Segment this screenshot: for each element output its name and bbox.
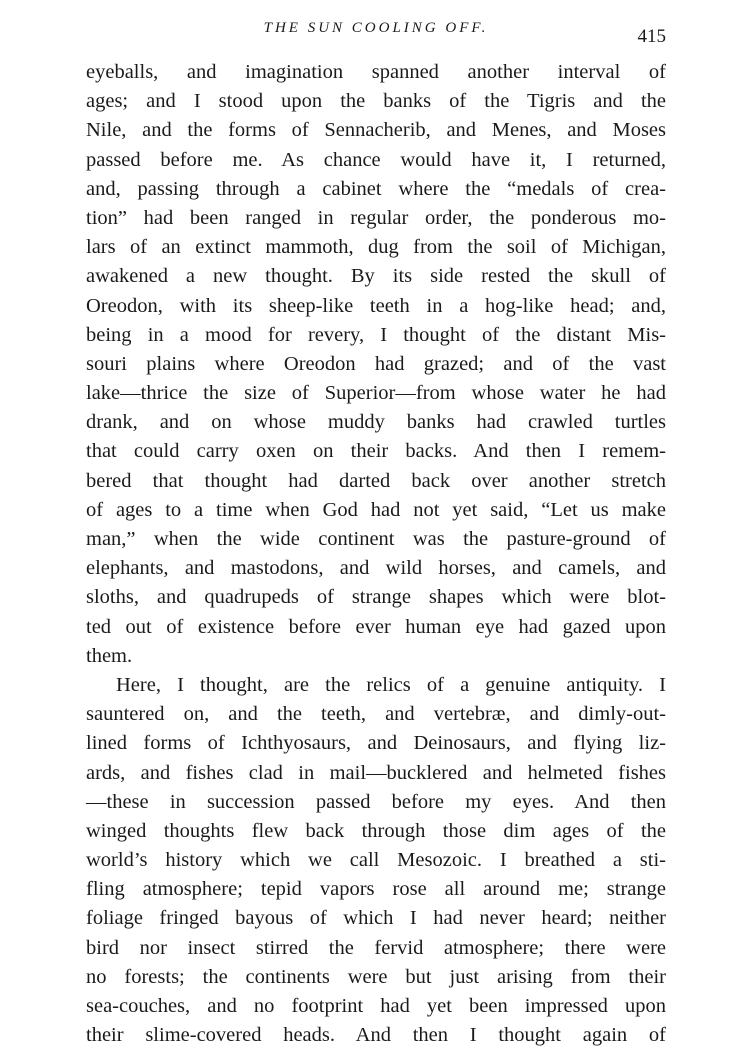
text-line: man,” when the wide continent was the pasture-ground of xyxy=(86,528,666,550)
text-line: awakened a new thought. By its side rested the skull of xyxy=(86,265,666,288)
text-line: no forests; the continents were but just arising from their xyxy=(86,965,666,988)
text-line: being in a mood for revery, I thought of the distant Mis- xyxy=(86,323,666,346)
text-line: —these in succession passed before my eyes. And then xyxy=(86,790,666,813)
text-line: sea-couches, and no footprint had yet been impressed upon xyxy=(86,995,666,1017)
text-line: elephants, and mastodons, and wild horses, and camels, and xyxy=(86,557,666,580)
text-line: ards, and fishes clad in mail—bucklered and helmeted fishes xyxy=(86,761,666,784)
page-number: 415 xyxy=(637,26,666,47)
text-line: fling atmosphere; tepid vapors rose all around me; strange xyxy=(86,878,666,901)
text-line: ted out of existence before ever human eye had gazed upon xyxy=(86,615,666,638)
text-line: drank, and on whose muddy banks had crawled turtles xyxy=(86,411,666,434)
text-line: sauntered on, and the teeth, and vertebræ, and dimly-out- xyxy=(86,703,666,726)
text-line: passed before me. As chance would have it, I returned, xyxy=(86,148,666,171)
text-line: tion” had been ranged in regular order, the ponderous mo- xyxy=(86,206,666,229)
text-line: winged thoughts flew back through those dim ages of the xyxy=(86,819,666,842)
body-text xyxy=(86,58,666,1050)
text-line: souri plains where Oreodon had grazed; and of the vast xyxy=(86,352,666,375)
text-line: bered that thought had darted back over another stretch xyxy=(86,469,666,492)
text-line: that could carry oxen on their backs. And then I remem- xyxy=(86,440,666,463)
text-line: and, passing through a cabinet where the “medals of crea- xyxy=(86,177,666,200)
text-line: eyeballs, and imagination spanned another interval of xyxy=(86,61,666,83)
text-line: Nile, and the forms of Sennacherib, and Menes, and Moses xyxy=(86,119,666,142)
running-title: THE SUN COOLING OFF. xyxy=(263,20,489,36)
text-line: ages; and I stood upon the banks of the Tigris and the xyxy=(86,90,666,113)
text-line: sloths, and quadrupeds of strange shapes which were blot- xyxy=(86,586,666,609)
text-line: bird nor insect stirred the fervid atmosphere; there were xyxy=(86,936,666,959)
running-head xyxy=(86,20,666,50)
text-line: Oreodon, with its sheep-like teeth in a hog-like head; and, xyxy=(86,294,666,317)
text-line: Here, I thought, are the relics of a genuine antiquity. I xyxy=(116,673,666,696)
text-line: lined forms of Ichthyosaurs, and Deinosaurs, and flying liz- xyxy=(86,732,666,755)
text-line: lars of an extinct mammoth, dug from the soil of Michigan, xyxy=(86,236,666,259)
text-line: them. xyxy=(86,644,133,667)
text-line: world’s history which we call Mesozoic. I breathed a sti- xyxy=(86,849,666,872)
text-line: of ages to a time when God had not yet said, “Let us make xyxy=(86,498,666,521)
text-line: their slime-covered heads. And then I thought again of xyxy=(86,1024,666,1047)
text-line: lake—thrice the size of Superior—from whose water he had xyxy=(86,382,666,405)
text-line: foliage fringed bayous of which I had never heard; neither xyxy=(86,907,666,930)
